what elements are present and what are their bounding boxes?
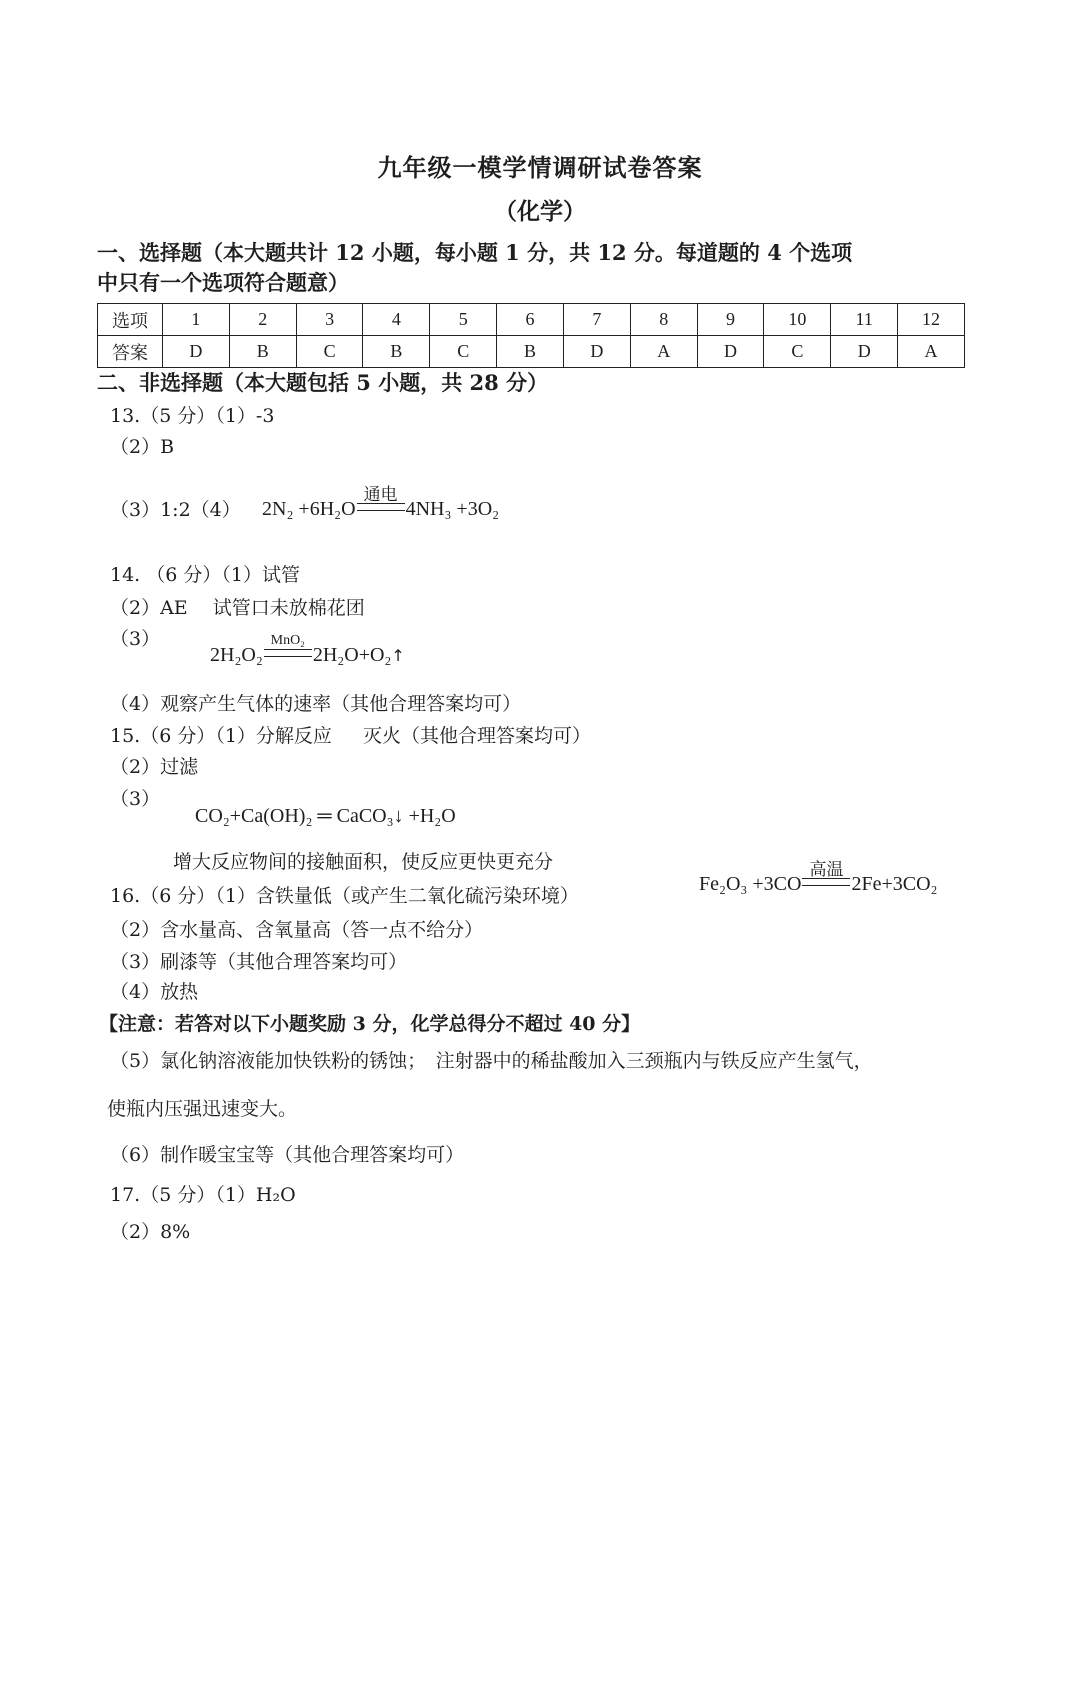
table-cell: A	[898, 336, 965, 368]
q16-equation	[699, 860, 938, 896]
section1-heading-line2: 中只有一个选项符合题意）	[97, 270, 349, 295]
q13-line2: （2）B	[110, 436, 175, 458]
q17-line1: 17.（5 分）（1）H₂O	[110, 1184, 296, 1206]
table-cell: 12	[898, 304, 965, 336]
q15-line3: （3）	[110, 788, 161, 810]
eq-right: 2H₂O+O₂	[312, 644, 392, 666]
table-cell: 11	[831, 304, 898, 336]
q13-equation	[262, 485, 500, 521]
table-cell: 1	[163, 304, 230, 336]
table-cell: 2	[229, 304, 296, 336]
eq-left: 2H₂O₂	[210, 644, 263, 666]
table-cell: B	[497, 336, 564, 368]
table-cell: 5	[430, 304, 497, 336]
table-cell: D	[697, 336, 764, 368]
q16-line3: （3）刷漆等（其他合理答案均可）	[110, 951, 408, 973]
q16-line6: （6）制作暖宝宝等（其他合理答案均可）	[110, 1144, 465, 1166]
row-label-options: 选项	[98, 304, 163, 336]
eq-condition: MnO₂	[264, 643, 312, 667]
table-cell: B	[229, 336, 296, 368]
bonus-note: 【注意：若答对以下小题奖励 3 分，化学总得分不超过 40 分】	[99, 1013, 641, 1035]
row-label-answers: 答案	[98, 336, 163, 368]
eq-left: Fe₂O₃ +3CO	[699, 873, 802, 895]
q13-line3: （3）1:2（4）	[110, 499, 241, 521]
table-row-answers	[98, 336, 965, 368]
q15-line4: 增大反应物间的接触面积，使反应更快更充分	[173, 851, 554, 873]
q14-line2: （2）AE 试管口未放棉花团	[110, 597, 365, 619]
q16-line5b: 使瓶内压强迅速变大。	[107, 1098, 298, 1120]
section1-heading-line1: 一、选择题（本大题共计 12 小题，每小题 1 分，共 12 分。每道题的 4 个选项	[97, 240, 853, 265]
eq-right: 2Fe+3CO₂	[851, 873, 938, 895]
q16-line5a: （5）氯化钠溶液能加快铁粉的锈蚀； 注射器中的稀盐酸加入三颈瓶内与铁反应产生氢气，	[110, 1050, 873, 1072]
answer-table	[97, 303, 965, 368]
q16-line1: 16.（6 分）（1）含铁量低（或产生二氧化硫污染环境）	[110, 885, 579, 907]
table-cell: B	[363, 336, 430, 368]
eq-condition: 通电	[357, 497, 405, 521]
q16-line4: （4）放热	[110, 981, 199, 1003]
table-row-numbers	[98, 304, 965, 336]
table-cell: 4	[363, 304, 430, 336]
table-cell: C	[296, 336, 363, 368]
table-cell: D	[831, 336, 898, 368]
eq-condition: 高温	[802, 872, 850, 896]
eq-right: 4NH₃ +3O₂	[405, 498, 500, 520]
table-cell: 8	[630, 304, 697, 336]
table-cell: 6	[497, 304, 564, 336]
q14-line3: （3）	[110, 628, 161, 650]
table-cell: D	[163, 336, 230, 368]
q17-line2: （2）8%	[110, 1221, 191, 1243]
section2-heading: 二、非选择题（本大题包括 5 小题，共 28 分）	[97, 370, 549, 395]
table-cell: 7	[563, 304, 630, 336]
q13-line1: 13.（5 分）（1）-3	[110, 405, 275, 427]
q15-line1: 15.（6 分）（1）分解反应 灭火（其他合理答案均可）	[110, 725, 592, 747]
gas-arrow-icon: ↑	[391, 646, 405, 665]
page-subtitle: （化学）	[494, 198, 586, 225]
table-cell: 9	[697, 304, 764, 336]
q15-line2: （2）过滤	[110, 756, 199, 778]
table-cell: 3	[296, 304, 363, 336]
table-cell: A	[630, 336, 697, 368]
table-cell: C	[430, 336, 497, 368]
q15-equation: CO₂+Ca(OH)₂ ═ CaCO₃↓ +H₂O	[195, 805, 456, 827]
table-cell: D	[563, 336, 630, 368]
q14-line4: （4）观察产生气体的速率（其他合理答案均可）	[110, 693, 522, 715]
q14-equation	[210, 633, 405, 668]
eq-left: 2N₂ +6H₂O	[262, 498, 356, 520]
q14-line1: 14. （6 分）（1）试管	[110, 564, 300, 586]
table-cell: 10	[764, 304, 831, 336]
page-title: 九年级一模学情调研试卷答案	[377, 153, 703, 182]
table-cell: C	[764, 336, 831, 368]
q16-line2: （2）含水量高、含氧量高（答一点不给分）	[110, 919, 484, 941]
